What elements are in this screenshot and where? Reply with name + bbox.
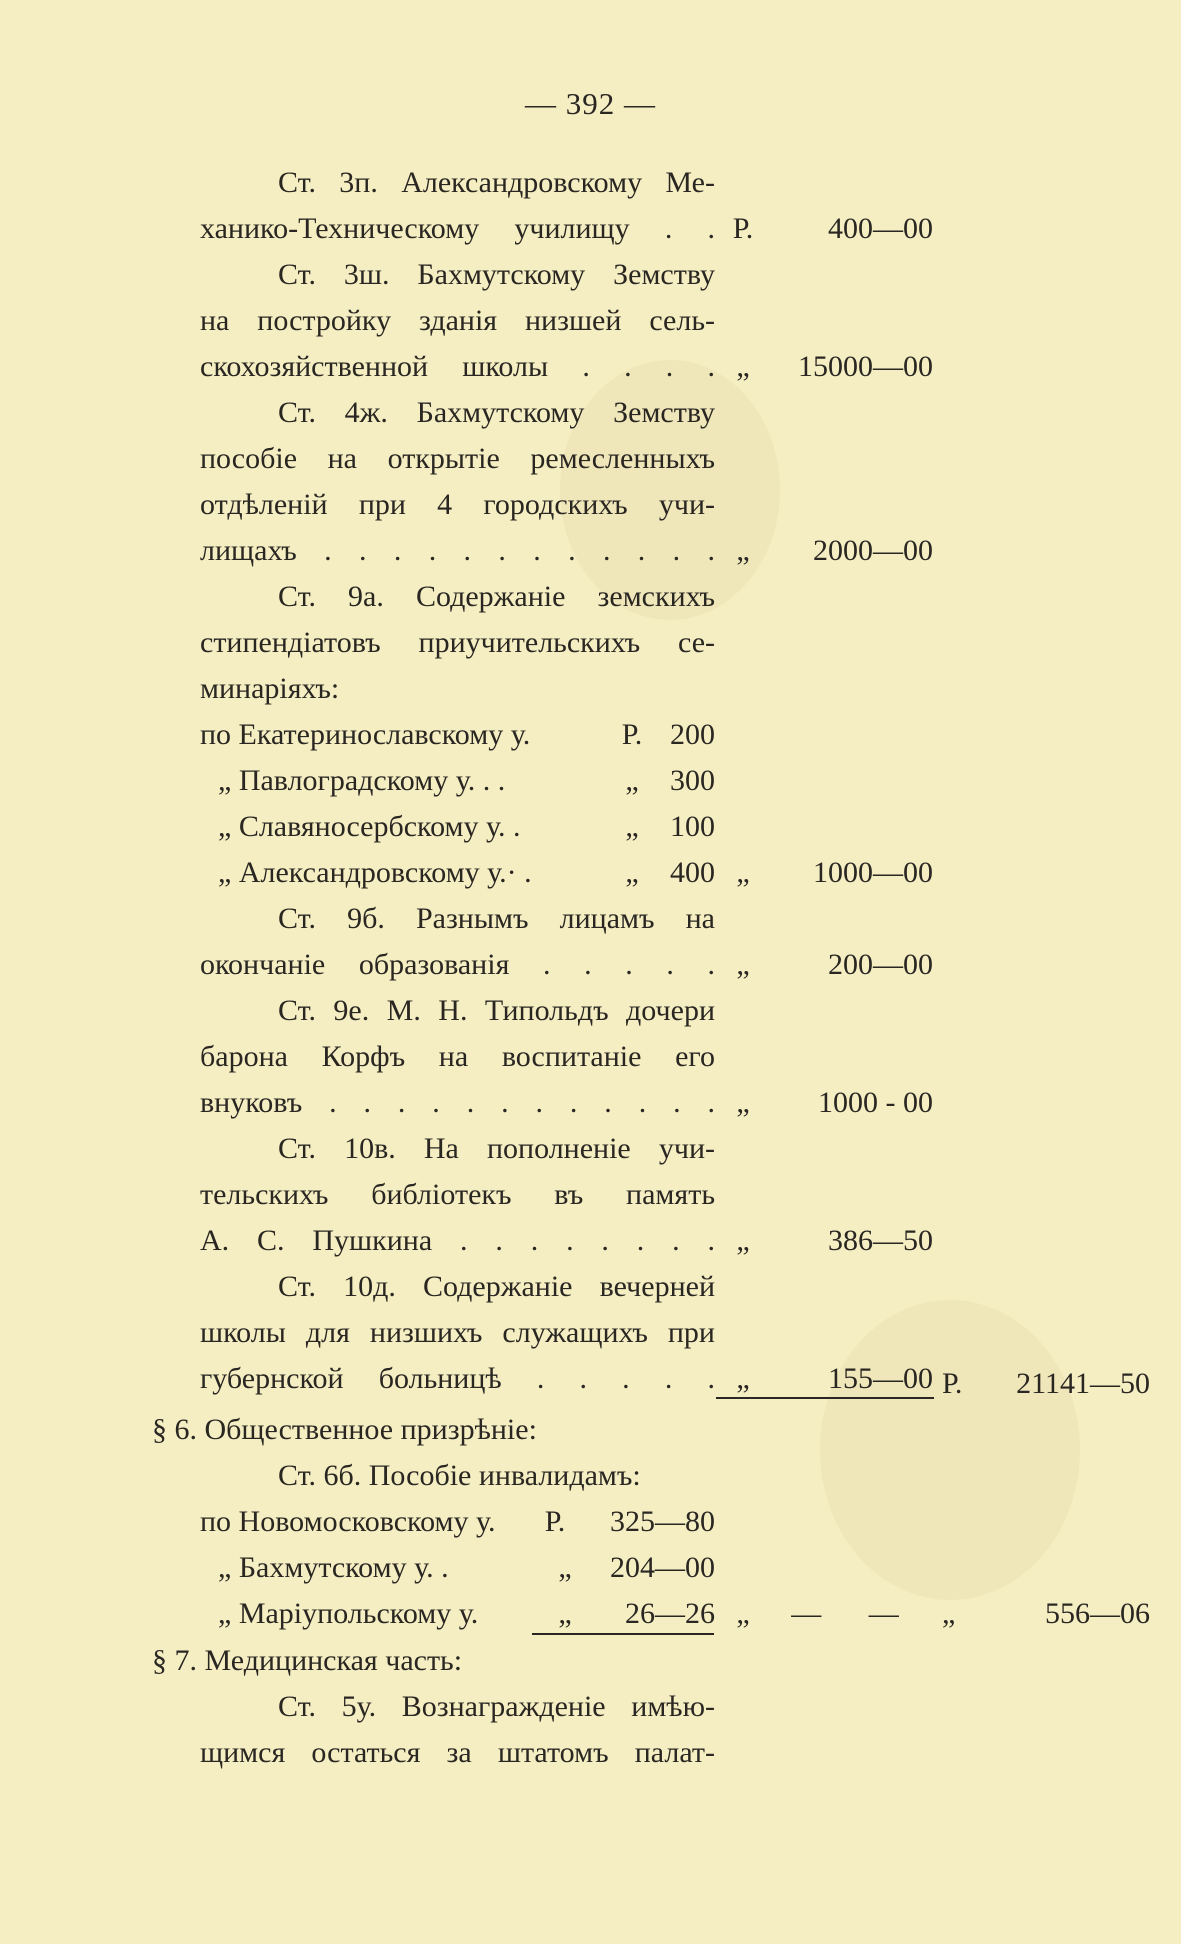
- stipend-value: 300: [670, 764, 715, 797]
- currency-mark: Р.: [942, 1367, 963, 1400]
- entry-line: на постройку зданія низшей сель-: [200, 304, 715, 337]
- entry-line: А. С. Пушкина . . . . . . . .: [200, 1224, 715, 1257]
- entry-line: Ст. 3ш. Бахмутскому Земству: [278, 258, 715, 291]
- entry-amount: 200—00: [828, 948, 933, 981]
- entry-amount: 1000 - 00: [818, 1086, 933, 1119]
- entry-line: лищахъ . . . . . . . . . . . .: [200, 534, 715, 567]
- ditto-mark: „: [736, 1597, 750, 1630]
- ditto-mark: „: [736, 350, 750, 383]
- ditto-mark: „: [558, 1551, 572, 1584]
- relief-value: 204—00: [610, 1551, 715, 1584]
- ditto-mark: „: [558, 1597, 572, 1630]
- stipend-label: „ Павлоградскому у. . .: [218, 764, 506, 797]
- section-heading: § 6. Общественное призрѣніе:: [152, 1413, 537, 1446]
- entry-line: скохозяйственной школы . . . .: [200, 350, 715, 383]
- paper-stain: [820, 1300, 1080, 1600]
- ditto-mark: „: [736, 1086, 750, 1119]
- stipend-label: „ Александровскому у.· .: [218, 856, 532, 889]
- relief-value: 325—80: [610, 1505, 715, 1538]
- entry-amount: 2000—00: [813, 534, 933, 567]
- subtotal-rule: [716, 1397, 934, 1399]
- entry-amount: 1000—00: [813, 856, 933, 889]
- entry-line: Ст. 4ж. Бахмутскому Земству: [278, 396, 715, 429]
- entry-line: Ст. 5у. Вознагражденіе имѣю-: [278, 1690, 715, 1723]
- entry-line: окончаніе образованія . . . . .: [200, 948, 715, 981]
- entry-line: Ст. 10в. На пополненіе учи-: [278, 1132, 715, 1165]
- entry-line: Ст. 9б. Разнымъ лицамъ на: [278, 902, 715, 935]
- entry-amount: 15000—00: [798, 350, 933, 383]
- relief-label: „ Маріупольскому у.: [218, 1597, 479, 1630]
- ditto-mark: „: [736, 534, 750, 567]
- entry-line: пособіе на открытіе ремесленныхъ: [200, 442, 715, 475]
- entry-line: Ст. 10д. Содержаніе вечерней: [278, 1270, 715, 1303]
- ditto-mark: „: [736, 948, 750, 981]
- page-number: — 392 —: [525, 86, 656, 121]
- currency-mark: Р.: [732, 212, 754, 245]
- entry-line: щимся остаться за штатомъ палат-: [200, 1736, 715, 1769]
- section-total: 21141—50: [1016, 1367, 1150, 1400]
- entry-line: отдѣленій при 4 городскихъ учи-: [200, 488, 715, 521]
- relief-label: „ Бахмутскому у. .: [218, 1551, 449, 1584]
- currency-mark: Р.: [544, 1505, 566, 1538]
- stipend-label: „ Славяносербскому у. .: [218, 810, 521, 843]
- entry-line: ханико-Техническому училищу . .: [200, 212, 715, 245]
- entry-line: школы для низшихъ служащихъ при: [200, 1316, 715, 1349]
- entry-line: минаріяхъ:: [200, 672, 340, 705]
- ditto-mark: „: [736, 856, 750, 889]
- ditto-mark: „: [942, 1597, 956, 1630]
- section-total: 556—06: [1045, 1597, 1150, 1630]
- stipend-value: 100: [670, 810, 715, 843]
- stipend-value: 200: [670, 718, 715, 751]
- entry-line: Ст. 9а. Содержаніе земскихъ: [278, 580, 715, 613]
- entry-amount: 386—50: [828, 1224, 933, 1257]
- entry-line: тельскихъ библіотекъ въ память: [200, 1178, 715, 1211]
- entry-line: Ст. 9е. М. Н. Типольдъ дочери: [278, 994, 715, 1027]
- ditto-mark: „: [625, 856, 639, 889]
- section-heading: § 7. Медицинская часть:: [152, 1644, 463, 1677]
- entry-line: Ст. 6б. Пособіе инвалидамъ:: [278, 1459, 641, 1492]
- stipend-label: по Екатеринославскому у.: [200, 718, 531, 751]
- entry-line: губернской больницѣ . . . . .: [200, 1362, 715, 1395]
- relief-value: 26—26: [625, 1597, 715, 1630]
- stipend-value: 400: [670, 856, 715, 889]
- dash-filler: — —: [791, 1597, 919, 1630]
- ditto-mark: „: [625, 810, 639, 843]
- relief-label: по Новомосковскому у.: [200, 1505, 496, 1538]
- ditto-mark: „: [736, 1362, 750, 1395]
- subtotal-rule: [532, 1633, 714, 1635]
- entry-line: барона Корфъ на воспитаніе его: [200, 1040, 715, 1073]
- entry-amount: 400—00: [828, 212, 933, 245]
- entry-line: внуковъ . . . . . . . . . . . .: [200, 1086, 715, 1119]
- ditto-mark: „: [625, 764, 639, 797]
- entry-amount: 155—00: [828, 1362, 933, 1395]
- currency-mark: Р.: [621, 718, 643, 751]
- entry-line: стипендіатовъ приучительскихъ се-: [200, 626, 715, 659]
- ditto-mark: „: [736, 1224, 750, 1257]
- entry-line: Ст. 3п. Александровскому Ме-: [278, 166, 715, 199]
